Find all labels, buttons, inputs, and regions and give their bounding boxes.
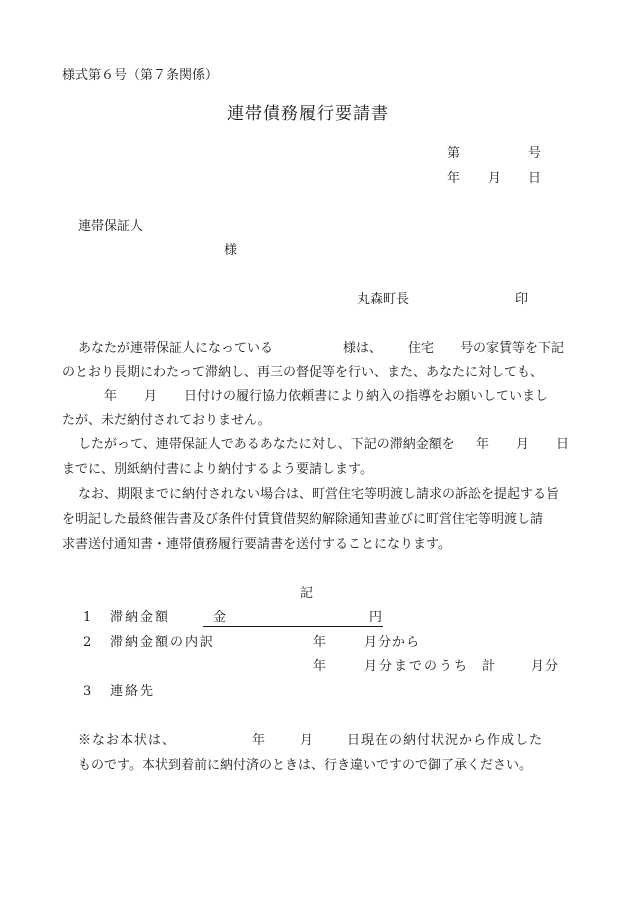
body-p2-hi: 日 [556,437,570,452]
item-1-number: 1 [83,610,92,625]
form-number: 様式第６号（第７条関係） [62,68,219,83]
seal-mark: 印 [515,292,529,307]
item-3-label: 連絡先 [110,684,156,699]
item-2-row1-nen: 年 [313,635,327,650]
sender-name: 丸森町長 [357,292,410,307]
item-1-kin: 金 [213,610,227,625]
body-p1-a: あなたが連帯保証人になっている [78,341,274,356]
item-2-kei: 計 [482,659,496,674]
body-p1-line3-tsuki: 月 [144,389,158,404]
body-p2-tsuki: 月 [516,437,530,452]
amount-underline [203,626,383,627]
date-nen: 年 [447,171,461,186]
recipient-label: 連帯保証人 [78,219,144,234]
note-line2: ものです。本状到着前に納付済のときは、行き違いですので御了承ください。 [78,758,532,773]
note-nen: 年 [252,733,266,748]
body-p3-line1: なお、期限までに納付されない場合は、町営住宅等明渡し請求の訴訟を提起する旨 [78,487,560,502]
body-p1-line4: たが、未だ納付されておりません。 [62,413,271,428]
date-tsuki: 月 [488,171,502,186]
date-hi: 日 [528,171,542,186]
item-2-label: 滞納金額の内訳 [110,635,216,650]
item-1-en: 円 [369,610,383,625]
note-a: ※なお本状は、 [78,733,177,748]
body-p1-line3-rest: 日付けの履行協力依頼書により納入の指導をお願いしていまし [184,389,549,404]
body-p2-line1: したがって、連帯保証人であるあなたに対し、下記の滞納金額を [78,437,455,452]
body-p2-nen: 年 [476,437,490,452]
item-2-row2-rest: 月分までのうち [364,659,470,674]
document-title: 連帯債務履行要請書 [227,104,389,124]
item-1-label: 滞納金額 [110,610,171,625]
body-p1-d: 号の家賃等を下記 [460,341,565,356]
recipient-sama: 様 [224,243,238,258]
body-p3-line2: を明記した最終催告書及び条件付賃貸借契約解除通知書並びに町営住宅等明渡し請 [62,512,544,527]
item-3-number: 3 [83,684,92,699]
body-p1-line3-nen: 年 [104,389,118,404]
body-p1-c: 住宅 [408,341,435,356]
item-2-row2-nen: 年 [313,659,327,674]
note-tsuki: 月 [300,733,314,748]
note-b: 日現在の納付状況から作成した [347,733,544,748]
body-p1-line2: のとおり長期にわたって滞納し、再三の督促等を行い、また、あなたに対しても、 [62,365,544,380]
ref-go: 号 [528,146,542,161]
ki-heading: 記 [300,586,314,601]
body-p3-line3: 求書送付通知書・連帯債務履行要請書を送付することになります。 [62,537,451,552]
ref-dai: 第 [447,146,461,161]
item-2-tsukibun: 月分 [531,659,560,674]
body-p2-line2: までに、別紙納付書により納付するよう要請します。 [62,462,373,477]
item-2-row1-rest: 月分から [364,635,421,650]
item-2-number: 2 [83,635,92,650]
body-p1-b: 様は、 [343,341,383,356]
